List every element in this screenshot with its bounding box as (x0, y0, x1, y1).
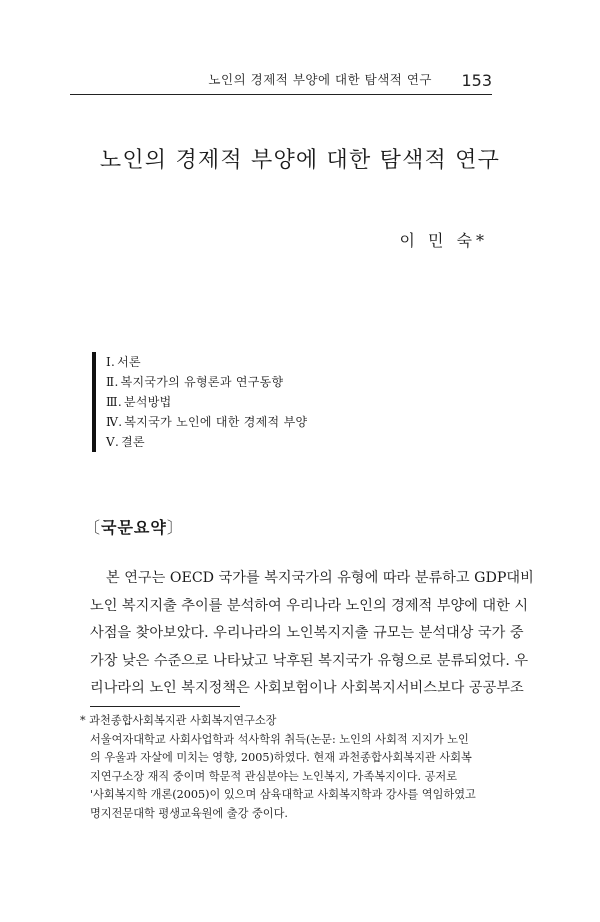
footnote-line: 명지전문대학 평생교육원에 출강 중이다. (90, 806, 288, 820)
table-of-contents (92, 352, 307, 452)
abstract-heading (84, 515, 184, 538)
toc-item-4 (106, 412, 307, 432)
bracket-close: 〕 (166, 518, 184, 537)
toc-item-2 (106, 372, 307, 392)
toc-item-3 (106, 392, 307, 412)
toc-number: Ⅲ. (106, 395, 122, 409)
toc-item-1 (106, 352, 307, 372)
abstract-heading-text: 국문요약 (101, 518, 167, 537)
abstract-body (90, 565, 534, 703)
abstract-line: 노인 복지지출 추이를 분석하여 우리나라 노인의 경제적 부양에 대한 시 (90, 597, 529, 614)
running-head (70, 66, 492, 95)
author-name: 이 민 숙* (399, 231, 488, 250)
footnote-line: 지연구소장 재직 중이며 학문적 관심분야는 노인복지, 가족복지이다. 공저로 (90, 769, 458, 783)
abstract-line: 본 연구는 OECD 국가를 복지국가의 유형에 따라 분류하고 GDP대비 (106, 570, 534, 586)
toc-number: Ⅱ. (106, 375, 119, 389)
footnote (80, 712, 520, 823)
footnote-divider (90, 706, 240, 707)
toc-label: 서론 (117, 355, 141, 369)
toc-label: 복지국가의 유형론과 연구동향 (120, 375, 284, 389)
footnote-line: * 과천종합사회복지관 사회복지연구소장 (80, 714, 277, 727)
toc-label: 복지국가 노인에 대한 경제적 부양 (124, 415, 308, 429)
toc-label: 분석방법 (124, 395, 172, 409)
running-head-title: 노인의 경제적 부양에 대한 탐색적 연구 (208, 72, 432, 87)
toc-number: Ⅴ. (106, 435, 120, 449)
abstract-line: 리나라의 노인 복지정책은 사회보험이나 사회복지서비스보다 공공부조 (90, 680, 524, 697)
abstract-line: 가장 낮은 수준으로 나타났고 낙후된 복지국가 유형으로 분류되었다. 우 (90, 652, 529, 669)
abstract-line: 사점을 찾아보았다. 우리나라의 노인복지지출 규모는 분석대상 국가 중 (90, 625, 524, 642)
toc-number: Ⅰ. (106, 355, 116, 369)
toc-number: Ⅳ. (106, 415, 123, 429)
footnote-line: '사회복지학 개론(2005)이 있으며 삼육대학교 사회복지학과 강사를 역임하였고 (90, 788, 476, 801)
bracket-open: 〔 (84, 518, 102, 537)
toc-label: 결론 (121, 435, 145, 449)
toc-item-5 (106, 432, 307, 452)
footnote-line: 의 우울과 자살에 미치는 영향, 2005)하였다. 현재 과천종합사회복지관 사회복 (90, 751, 472, 764)
page-number: 153 (461, 71, 492, 90)
article-title: 노인의 경제적 부양에 대한 탐색적 연구 (99, 148, 501, 173)
footnote-line: 서울여자대학교 사회사업학과 석사학위 취득(논문: 노인의 사회적 지지가 노인 (90, 732, 469, 746)
